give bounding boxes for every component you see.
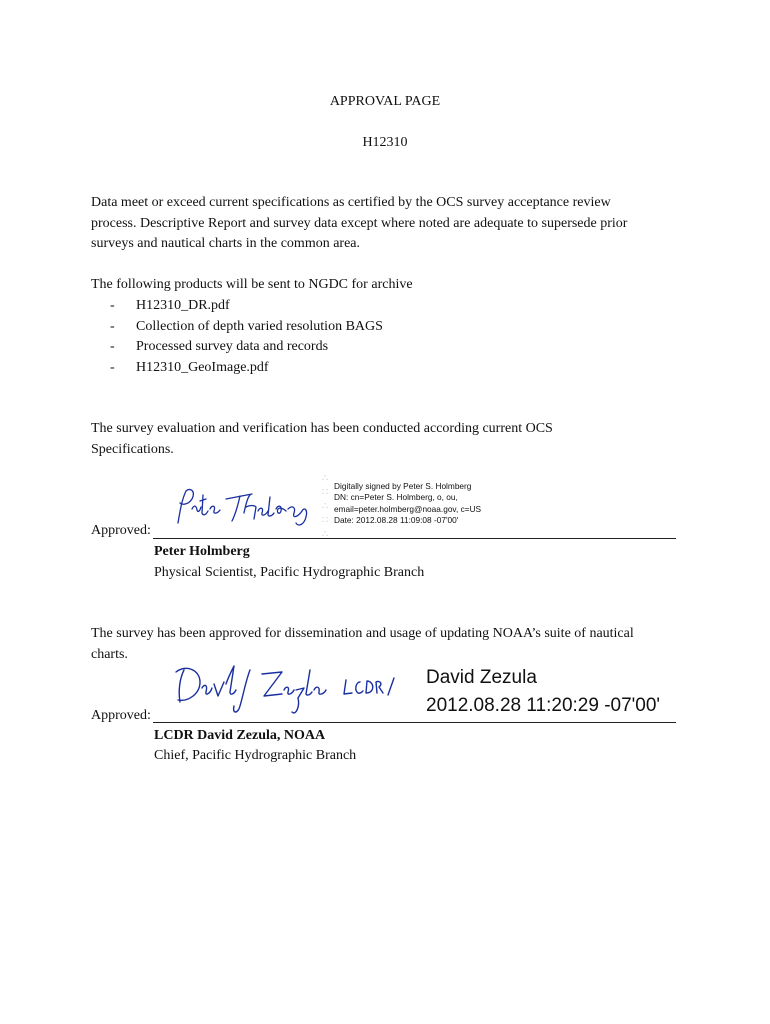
list-bullet: -	[110, 359, 115, 375]
dissemination-line: The survey has been approved for dissemination and usage of updating NOAA’s suite of nautical	[91, 626, 634, 641]
handwritten-signature-zezula	[170, 662, 410, 720]
page-title: APPROVAL PAGE	[329, 94, 441, 109]
certificate-watermark-icon: ∴ ∷ ∴ ∷ ∴	[322, 473, 329, 540]
intro-line: process. Descriptive Report and survey data except where noted are adequate to supersede prior	[91, 215, 628, 231]
list-item-text: H12310_GeoImage.pdf	[136, 359, 269, 375]
intro-line: surveys and nautical charts in the common area.	[91, 236, 361, 251]
dissemination-paragraph	[91, 624, 691, 665]
approved-label: Approved:	[91, 523, 151, 538]
list-item-text: Processed survey data and records	[136, 339, 329, 354]
approver-title: Chief, Pacific Hydrographic Branch	[154, 748, 357, 763]
digital-signature-date: 2012.08.28 11:20:29 -07'00'	[426, 695, 661, 716]
list-item-text: Collection of depth varied resolution BAGS	[136, 318, 383, 334]
evaluation-line: Specifications.	[91, 441, 174, 457]
digital-signature-line: Digitally signed by Peter S. Holmberg	[334, 481, 472, 491]
list-item	[110, 296, 383, 317]
signature-line	[153, 538, 676, 539]
signature-line	[153, 722, 676, 723]
list-item	[110, 317, 383, 338]
list-bullet: -	[110, 298, 115, 313]
evaluation-line: The survey evaluation and verification has been conducted according current OCS	[91, 421, 553, 436]
list-bullet: -	[110, 318, 115, 334]
approved-label: Approved:	[91, 708, 151, 723]
document-id: H12310	[362, 135, 408, 150]
dissemination-line: charts.	[91, 646, 128, 662]
products-lead: The following products will be sent to NGDC for archive	[91, 277, 413, 292]
intro-paragraph	[91, 193, 691, 255]
products-list	[110, 296, 383, 378]
approver-name: Peter Holmberg	[154, 544, 250, 559]
handwritten-signature-holmberg	[170, 483, 320, 531]
list-item	[110, 337, 383, 358]
evaluation-paragraph	[91, 419, 691, 460]
digital-signature-line: DN: cn=Peter S. Holmberg, o, ou,	[334, 492, 458, 503]
digital-signature-line: Date: 2012.08.28 11:09:08 -07'00'	[334, 515, 459, 526]
list-item	[110, 358, 383, 379]
intro-line: Data meet or exceed current specifications as certified by the OCS survey acceptance review	[91, 195, 611, 210]
list-bullet: -	[110, 339, 115, 354]
digital-signature-block	[334, 481, 481, 527]
approver-title: Physical Scientist, Pacific Hydrographic Branch	[154, 565, 425, 580]
list-item-text: H12310_DR.pdf	[136, 298, 230, 313]
digital-signature-block	[426, 664, 660, 720]
digital-signature-name: David Zezula	[426, 667, 537, 688]
approver-name: LCDR David Zezula, NOAA	[154, 728, 326, 743]
digital-signature-line: email=peter.holmberg@noaa.gov, c=US	[334, 503, 482, 514]
